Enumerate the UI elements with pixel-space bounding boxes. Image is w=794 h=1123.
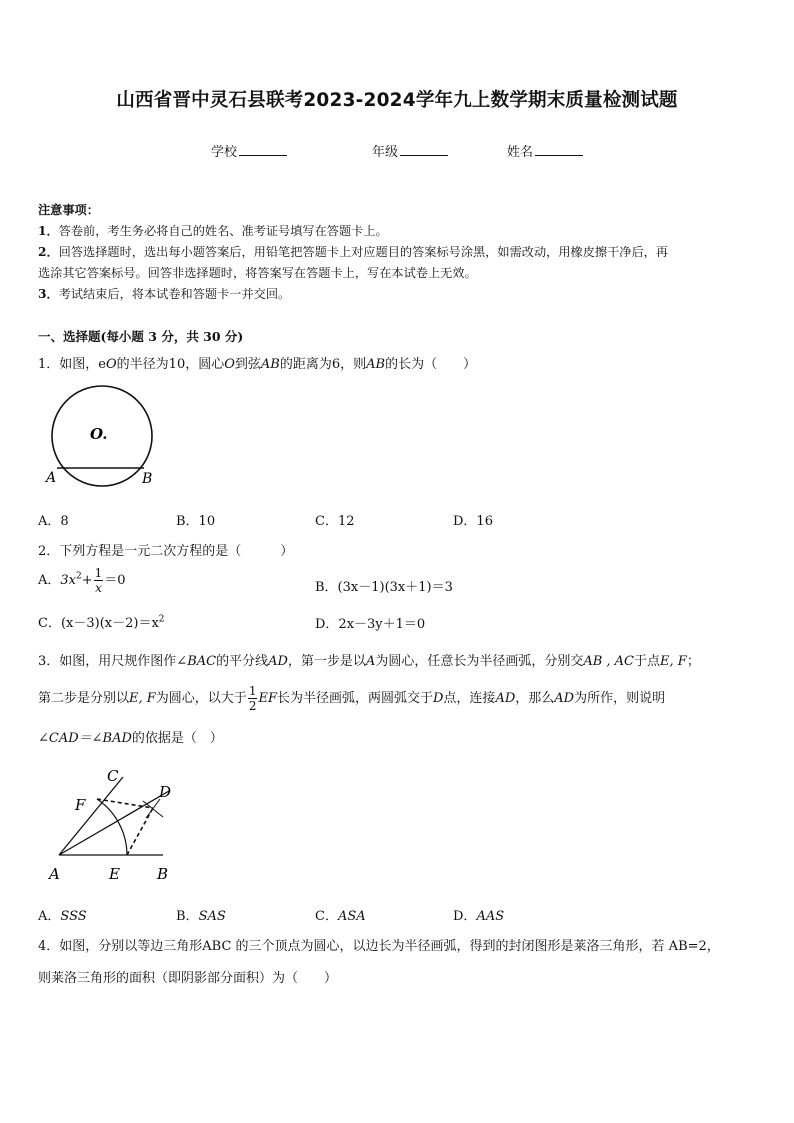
note-item-2: 2．回答选择题时，选出每小题答案后，用铅笔把答题卡上对应题目的答案标号涂黑，如需改动，用橡皮擦干净后，再 [38, 245, 669, 259]
q1-option-c: C．12 [315, 514, 355, 529]
q2-option-d: D．2x－3y＋1＝0 [315, 617, 426, 632]
label-f: F [75, 796, 86, 814]
school-blank [239, 145, 287, 156]
question-3-line-1: 3．如图，用尺规作图作∠BAC的平分线AD，第一步是以A为圆心，任意长为半径画弧，分别交AB , AC于点E, F； [38, 654, 700, 669]
q2-option-a: A．$3x^2+$ $\frac{1}{x}$ ＝0 [38, 566, 126, 595]
question-3-line-3: ∠CAD＝∠BAD的依据是（ ） [38, 731, 223, 746]
q2-option-b: B．(3x－1)(3x＋1)＝3 [315, 580, 453, 595]
school-label: 学校 [211, 145, 238, 160]
question-3-line-2: 第二步是分别以E, F为圆心，以大于 $\frac{1}{2}$ EF长为半径画弧，两圆弧交于D点，连接AD，那么AD为所作，则说明 [38, 684, 666, 713]
label-b: B [157, 865, 169, 883]
q2-option-c: C．$(x-3)(x-2)=x^2$ [38, 614, 165, 631]
section-heading: 一、选择题(每小题 3 分，共 30 分) [38, 329, 244, 344]
grade-field [372, 141, 448, 160]
school-field [211, 141, 287, 160]
note-item-1: 1．答卷前，考生务必将自己的姓名、准考证号填写在答题卡上。 [38, 224, 388, 238]
label-c: C [107, 767, 119, 785]
angle-bisector-figure [45, 765, 185, 887]
arc-ef [97, 799, 127, 855]
dashed-fd [97, 799, 153, 808]
label-a: A [49, 865, 60, 883]
notes-heading: 注意事项： [38, 203, 99, 217]
q3-option-b: B．SAS [176, 909, 226, 924]
label-d: D [159, 783, 172, 801]
point-a-label: A [46, 470, 57, 486]
ray-ac [59, 777, 123, 855]
point-b-label: B [142, 471, 153, 487]
circle-figure [40, 385, 165, 495]
question-2: 2．下列方程是一元二次方程的是（ ） [38, 544, 294, 559]
q1-option-d: D．16 [453, 514, 493, 529]
q1-option-a: A．8 [38, 514, 69, 529]
note-item-2-cont: 选涂其它答案标号。回答非选择题时，将答案写在答题卡上，写在本试卷上无效。 [38, 266, 477, 280]
question-4-line-2: 则莱洛三角形的面积（即阴影部分面积）为（ ） [38, 971, 338, 986]
q1-option-b: B．10 [176, 514, 216, 529]
grade-blank [400, 145, 448, 156]
page-title: 山西省晋中灵石县联考2023-2024学年九上数学期末质量检测试题 [116, 90, 678, 111]
grade-label: 年级 [372, 145, 399, 160]
label-e: E [109, 865, 120, 883]
q3-option-d: D．AAS [453, 909, 505, 924]
question-4-line-1: 4．如图，分别以等边三角形ABC 的三个顶点为圆心，以边长为半径画弧，得到的封闭图形是莱洛三角形，若 AB=2， [38, 939, 720, 954]
name-field [507, 141, 583, 160]
name-blank [535, 145, 583, 156]
arc-mark-2 [146, 799, 160, 818]
question-1: 1．如图，eO的半径为10，圆心O到弦AB的距离为6，则AB的长为（ ） [38, 357, 477, 372]
q3-option-c: C．ASA [315, 909, 366, 924]
notes-block [38, 200, 668, 305]
dashed-ed [127, 808, 153, 855]
note-item-3: 3．考试结束后，将本试卷和答题卡一并交回。 [38, 287, 291, 301]
name-label: 姓名 [507, 145, 534, 160]
q3-option-a: A．SSS [38, 909, 87, 924]
center-label: O. [90, 425, 108, 443]
